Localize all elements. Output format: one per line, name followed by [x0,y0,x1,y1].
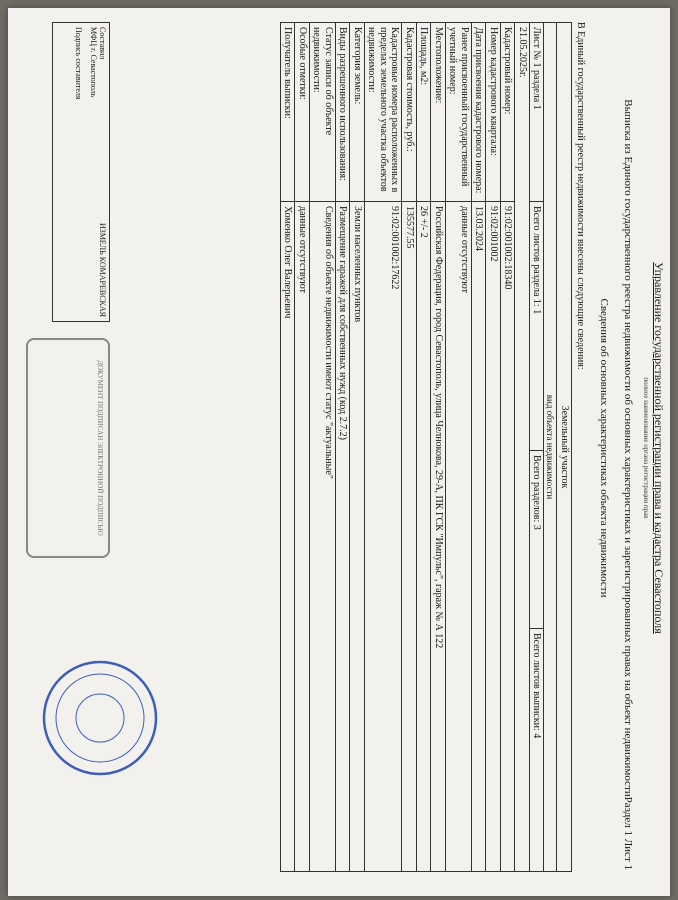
row-value: данные отсутствуют [295,202,310,872]
characteristics-table [280,22,572,872]
table-body [280,23,500,872]
row-value: Российская Федерация, город Севастополь, улица Челнокова, 29-А, ПК ГСК "Импульс", гараж № А 122 [431,202,446,872]
composer-center: МФЦ г. Севастополь [89,27,98,98]
table-row [364,23,402,872]
row-value: 91:02:001002 [486,202,501,872]
document-title: Выписка из Единого государственного реестра недвижимости об основных характеристиках и зарегистрированных правах на объект недвижимости [622,99,634,797]
table-row [402,23,417,872]
cadastral-number-value: 91:02:001002:18340 [500,202,515,872]
row-label: Особые отметки: [295,23,310,202]
organization-name-caption: полное наименование органа регистрации прав [642,377,650,519]
document-subtitle: Сведения об основных характеристиках объекта недвижимости [598,298,610,598]
row-value: 26 +/- 2 [416,202,431,872]
row-label: Получатель выписки: [280,23,295,202]
table-row [280,23,295,872]
row-label: Площадь, м2: [416,23,431,202]
table-row [309,23,335,872]
row-value: Сведения об объекте недвижимости имеют статус "актуальные" [309,202,335,872]
row-label: Виды разрешенного использования: [335,23,350,202]
round-stamp [40,658,160,778]
organization-name: Управление государственной регистрации права и кадастра Севастополя [652,262,666,634]
row-value: данные отсутствуют [445,202,471,872]
table-row [335,23,350,872]
table-row [295,23,310,872]
intro-text: В Единый государственный реестр недвижимости внесены следующие сведения: [575,22,586,370]
row-value: Размещение гаражей для собственных нужд (код 2.7.2) [335,202,350,872]
row-label: Кадастровая стоимость, руб.: [402,23,417,202]
composer-box [52,22,110,322]
table-row [445,23,471,872]
row-label: Кадастровые номера расположенных в пределах земельного участка объектов недвижимости: [364,23,402,202]
row-label: Категория земель: [350,23,365,202]
sections-total: Всего разделов: 3 [529,451,544,629]
row-value: 135577.55 [402,202,417,872]
table-row [431,23,446,872]
table-row [471,23,486,872]
row-value: Хоменко Олег Валерьевич [280,202,295,872]
table-row [416,23,431,872]
extract-date: 21.05.2025г. [515,23,530,872]
document-page [8,8,670,896]
row-value: Земли населенных пунктов [350,202,365,872]
electronic-signature-block [26,338,110,558]
extract-content [10,8,670,888]
row-value: 91:02:001002:17622 [364,202,402,872]
row-label: Ранее присвоенный государственный учетный номер: [445,23,471,202]
row-label: Номер кадастрового квартала: [486,23,501,202]
composer-label: Составил [98,27,107,60]
row-value: 13.03.2024 [471,202,486,872]
table-row [486,23,501,872]
composer-signature: Подпись составителя [74,27,83,100]
row-label: Дата присвоения кадастрового номера: [471,23,486,202]
object-type: Земельный участок [557,23,572,872]
object-type-caption: вид объекта недвижимости [544,23,557,872]
sheets-total: Всего листов раздела 1: 1 [529,202,544,451]
row-label: Статус записи об объекте недвижимости: [309,23,335,202]
composer-name: ИЗМЕЛЬ КОМАРЕВСКАЯ [98,223,107,317]
table-row [350,23,365,872]
section-sheet-label: Раздел 1 Лист 1 [622,796,634,870]
cadastral-number-label: Кадастровый номер: [500,23,515,202]
signature-title: ДОКУМЕНТ ПОДПИСАН ЭЛЕКТРОННОЙ ПОДПИСЬЮ [96,360,104,536]
extract-sheets-total: Всего листов выписки: 4 [529,628,544,871]
sheet-number: Лист № 1 раздела 1 [529,23,544,202]
row-label: Местоположение: [431,23,446,202]
